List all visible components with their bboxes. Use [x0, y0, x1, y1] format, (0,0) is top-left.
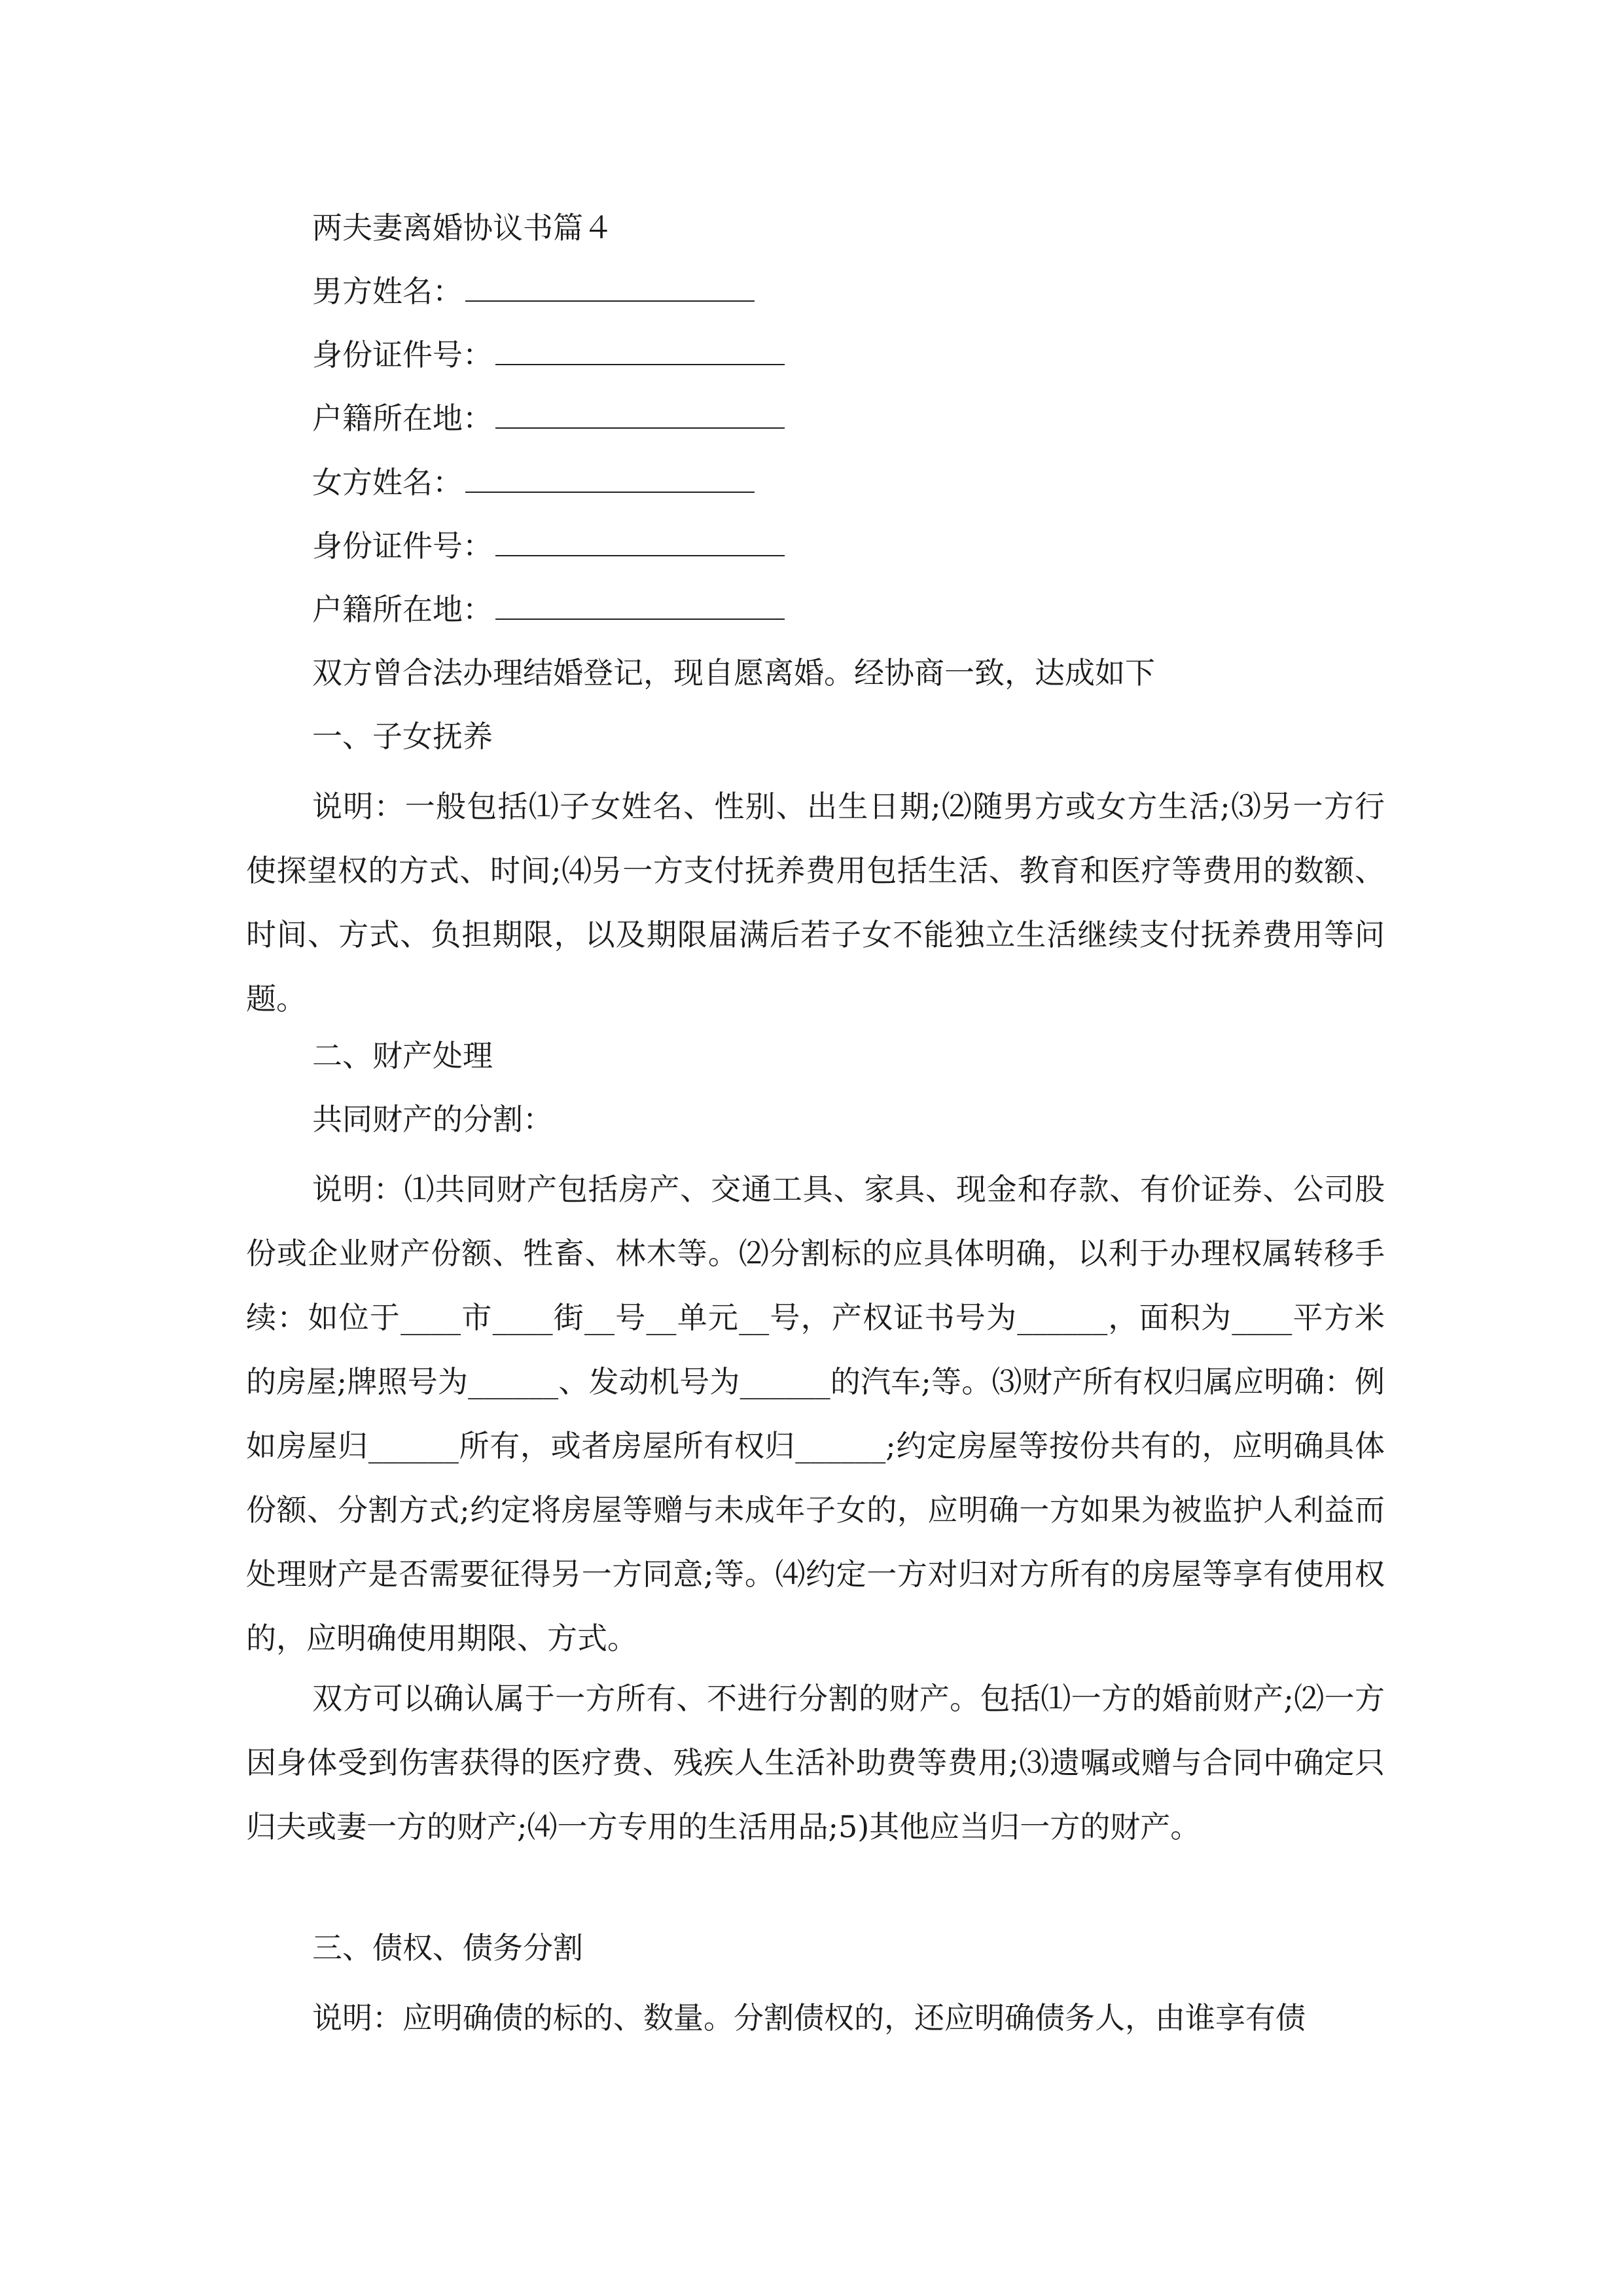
- document-title: 两夫妻离婚协议书篇４: [312, 210, 613, 245]
- section-1-body: 说明：一般包括⑴子女姓名、性别、出生日期;⑵随男方或女方生活;⑶另一方行使探望权的方式、时间;⑷另一方支付抚养费用包括生活、教育和医疗等费用的数额、时间、方式、负担期限，以及期限届满后若子女不能独立生活继续支付抚养费用等问题。: [246, 789, 1385, 1016]
- section-2-body-1: 说明：⑴共同财产包括房产、交通工具、家具、现金和存款、有价证券、公司股份或企业财产份额、牲畜、林木等。⑵分割标的应具体明确，以利于办理权属转移手续：如位于____市____街__号__单元__号，产权证书号为______，面积为____平方米的房屋;牌照号为______、发动机号为______的汽车;等。⑶财产所有权归属应明确：例如房屋归______所有，或者房屋所有权归______;约定房屋等按份共有的，应明确具体份额、分割方式;约定将房屋等赠与未成年子女的，应明确一方如果为被监护人利益而处理财产是否需要征得另一方同意;等。⑷约定一方对归对方所有的房屋等享有使用权的，应明确使用期限、方式。: [246, 1172, 1385, 1656]
- field-female-id: [312, 526, 785, 565]
- section-2-heading: 二、财产处理: [312, 1038, 493, 1073]
- field-label: 男方姓名：: [312, 274, 463, 309]
- intro-paragraph: 双方曾合法办理结婚登记，现自愿离婚。经协商一致，达成如下: [312, 655, 1155, 691]
- field-label: 户籍所在地：: [312, 592, 493, 627]
- field-label: 身份证件号：: [312, 337, 493, 372]
- blank-line: [495, 529, 785, 556]
- blank-line: [495, 338, 785, 365]
- field-male-residence: [312, 399, 785, 438]
- field-female-residence: [312, 590, 785, 629]
- blank-line: [465, 465, 755, 493]
- section-1-heading: 一、子女抚养: [312, 719, 493, 754]
- section-2-subheading: 共同财产的分割：: [312, 1102, 553, 1137]
- blank-line: [465, 274, 755, 302]
- section-3-heading: 三、债权、债务分割: [312, 1930, 583, 1965]
- blank-line: [495, 401, 785, 429]
- field-label: 女方姓名：: [312, 465, 463, 500]
- field-label: 户籍所在地：: [312, 401, 493, 436]
- section-2-body-2: 双方可以确认属于一方所有、不进行分割的财产。包括⑴一方的婚前财产;⑵一方因身体受到伤害获得的医疗费、残疾人生活补助费等费用;⑶遗嘱或赠与合同中确定只归夫或妻一方的财产;⑷一方专用的生活用品;5)其他应当归一方的财产。: [246, 1681, 1385, 1844]
- section-3-body: 说明：应明确债的标的、数量。分割债权的，还应明确债务人，由谁享有债: [312, 2000, 1306, 2036]
- field-label: 身份证件号：: [312, 528, 493, 564]
- field-female-name: [312, 463, 755, 502]
- field-male-id: [312, 335, 785, 374]
- field-male-name: [312, 272, 755, 311]
- blank-line: [495, 592, 785, 620]
